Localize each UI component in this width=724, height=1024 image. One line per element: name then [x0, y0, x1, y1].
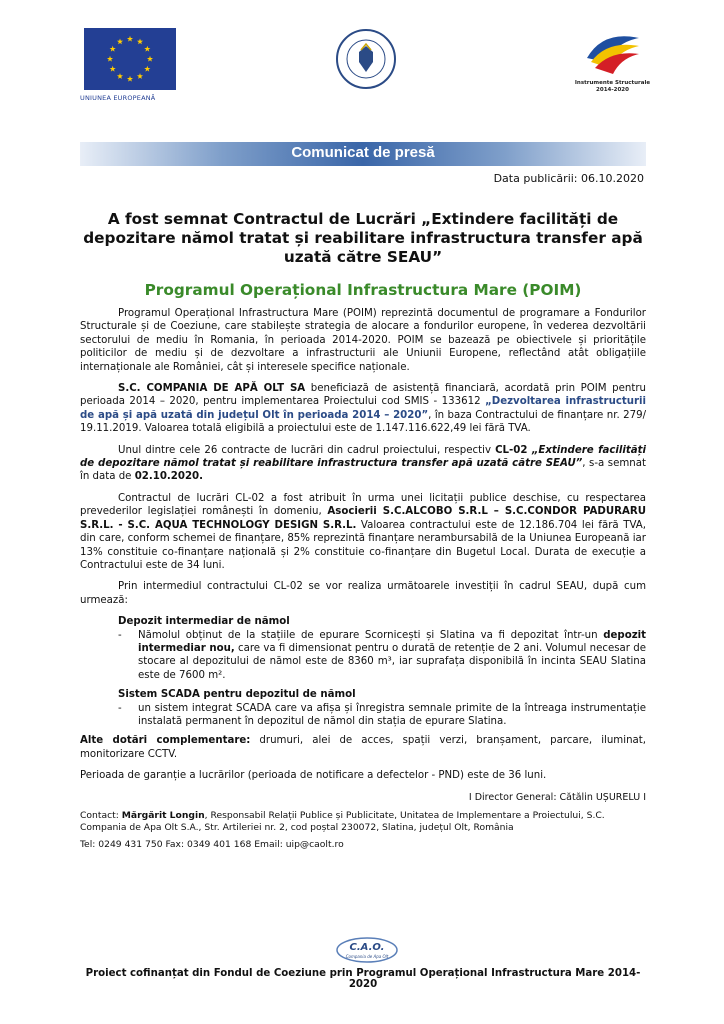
eu-star [137, 73, 143, 79]
signing-date: 02.10.2020. [134, 471, 204, 483]
eu-star [110, 66, 116, 72]
eu-flag-icon [84, 28, 176, 90]
director-signature: I Director General: Cătălin UȘURELU I [468, 791, 646, 803]
text: Nămolul obținut de la stațiile de epurare Scornicești și Slatina va fi depozitat într-un [138, 629, 604, 641]
section-heading: Depozit intermediar de nămol [118, 616, 290, 628]
cao-logo-icon [335, 935, 399, 965]
contact-phone: Tel: 0249 431 750 Fax: 0349 401 168 Email: uip@caolt.ro [80, 839, 344, 850]
text: care va fi dimensionat pentru o durată de retenție de 2 ani. Volumul necesar de stocare al depozitului de nămol este de 8360 m³, iar suprafața disponibilă în incinta SEAU Slatina este de 7600 m². [138, 642, 646, 681]
contractor-association: Asocierii S.C.ALCOBO S.R.L – S.C.CONDOR PADURARU S.R.L. - S.C. AQUA TECHNOLOGY DESIGN S.R.L. [80, 506, 646, 531]
eu-star [144, 46, 150, 52]
section-scada [118, 688, 646, 728]
text: Unul dintre cele 26 contracte de lucrări din cadrul proiectului, respectiv [118, 444, 496, 456]
eu-logo [80, 28, 180, 102]
eu-star [127, 76, 133, 82]
text: Contractul de lucrări CL-02 a fost atribuit în urma unei licitații publice deschise, cu respectarea prevederilor legislației românești în domeniu, [80, 492, 646, 518]
program-subtitle: Programul Operațional Infrastructura Mare (POIM) [144, 281, 582, 299]
eu-star [117, 73, 123, 79]
romanian-government-seal-icon [335, 28, 397, 90]
eu-star [147, 56, 153, 62]
text-bold: depozit intermediar nou, [138, 629, 646, 654]
eu-label: UNIUNEA EUROPEANĂ [80, 94, 156, 102]
paragraph-financing [80, 382, 646, 436]
eu-star [110, 46, 116, 52]
structural-instruments-icon [583, 28, 643, 76]
banner-title: Comunicat de presă [291, 144, 435, 161]
structural-instruments-logo [565, 28, 660, 93]
paragraph-award [80, 492, 646, 572]
text: Valoarea contractului este de 12.186.704 lei fără TVA, din care, conform schemei de finanțare, 85% reprezintă finanțare nerambursabilă de la Uniunea Europeană iar 13% constituie co-finanțare națională și 2% constituie co-finanțare din Bugetul Local. Durata de execuție a Contractului este de 34 luni. [80, 519, 646, 571]
paragraph-poim: Programul Operațional Infrastructura Mare (POIM) reprezintă documentul de programare a Fondurilor Structurale și de Coeziune, care stabilește strategia de alocare a fondurilor europene, în vederea dezvoltării sectorului de mediu în Romania, în perioada 2014-2020. POIM se bazează pe obiectivele și prioritățile politicilor de mediu și de dezvoltare a infrastructurii ale Uniunii Europene, reflectând atât obligațiile internaționale ale României, cât și interesele specifice naționale. [80, 308, 646, 373]
text: , s-a semnat în data de [80, 458, 646, 483]
eu-star [144, 66, 150, 72]
contact-name: Mărgărit Longin [121, 810, 205, 821]
list-item: - Nămolul obținut de la stațiile de epurare Scornicești și Slatina va fi depozitat într-un depozit intermediar nou, care va fi dimensionat pentru o durată de retenție de 2 ani. Volumul necesar de stocare al depozitului de nămol este de 8360 m³, iar suprafața disponibilă în incinta SEAU Slatina este de 7600 m². [118, 629, 646, 681]
structural-instruments-label: Instrumente Structurale [574, 80, 651, 86]
company-name: S.C. COMPANIA DE APĂ OLT SA [118, 383, 306, 395]
document-body [80, 307, 646, 856]
publication-date: Data publicării: 06.10.2020 [493, 172, 644, 185]
paragraph-warranty: Perioada de garanție a lucrărilor (perioada de notificare a defectelor - PND) este de 36 luni. [80, 770, 547, 782]
footer-cofinancing: Proiect cofinanțat din Fondul de Coeziune prin Programul Operațional Infrastructura Mare 2014-2020 [85, 968, 641, 990]
section-sludge-deposit [118, 615, 646, 682]
text: beneficiază de asistență financiară, acordată prin POIM pentru perioada 2014 – 2020, pentru implementarea Proiectului cod SMIS - 133612 [80, 383, 646, 408]
paragraph-contract [80, 444, 646, 484]
paragraph-investments: Prin intermediul contractului CL-02 se vor realiza următoarele investiții în cadrul SEAU, după cum urmează: [80, 581, 646, 606]
text: , Responsabil Relații Publice și Publicitate, Unitatea de Implementare a Proiectului, S.C. Compania de Apa Olt S.A., Str. Artileriei nr. 2, cod poștal 230072, Slatina, județul Olt, România [80, 810, 605, 833]
eu-star [107, 56, 113, 62]
text: un sistem integrat SCADA care va afișa și înregistra semnale primite de la întreaga instrumentație instalată permanent în depozitul de nămol din stația de epurare Slatina. [138, 702, 646, 727]
eu-star [117, 38, 123, 44]
contract-name: „Extindere facilități de depozitare nămol tratat și reabilitare infrastructura transfer apă uzată către SEAU” [80, 444, 646, 470]
text: Contact: [80, 810, 122, 821]
eu-star [137, 38, 143, 44]
text: drumuri, alei de acces, spații verzi, branșament, parcare, iluminat, monitorizare CCTV. [80, 735, 646, 760]
list-item: - un sistem integrat SCADA care va afișa și înregistra semnale primite de la întreaga instrumentație instalată permanent în depozitul de nămol din stația de epurare Slatina. [118, 702, 646, 727]
logo-row [80, 28, 660, 118]
contact-info [80, 810, 646, 834]
contract-code: CL-02 [495, 444, 528, 456]
text: , în baza Contractului de finanțare nr. 279/ 19.11.2019. Valoarea totală eligibilă a proiectului este de 1.147.116.622,49 lei fără TVA. [80, 409, 647, 435]
eu-star [127, 36, 133, 42]
cao-logo-text: C.A.O. [349, 942, 385, 953]
press-release-banner [80, 142, 646, 166]
cao-logo-subtext: Compania de Apa Olt [345, 954, 389, 959]
section-heading: Sistem SCADA pentru depozitul de nămol [118, 689, 356, 701]
paragraph-complementary [80, 734, 646, 761]
structural-instruments-years: 2014-2020 [596, 86, 629, 93]
project-name: „Dezvoltarea infrastructurii de apă și apă uzată din județul Olt în perioada 2014 – 2020” [80, 396, 646, 421]
document-title: A fost semnat Contractul de Lucrări „Extindere facilități de depozitare nămol tratat și reabilitare infrastructura transfer apă uzată către SEAU” [83, 210, 643, 266]
text-bold: Alte dotări complementare: [80, 735, 251, 747]
